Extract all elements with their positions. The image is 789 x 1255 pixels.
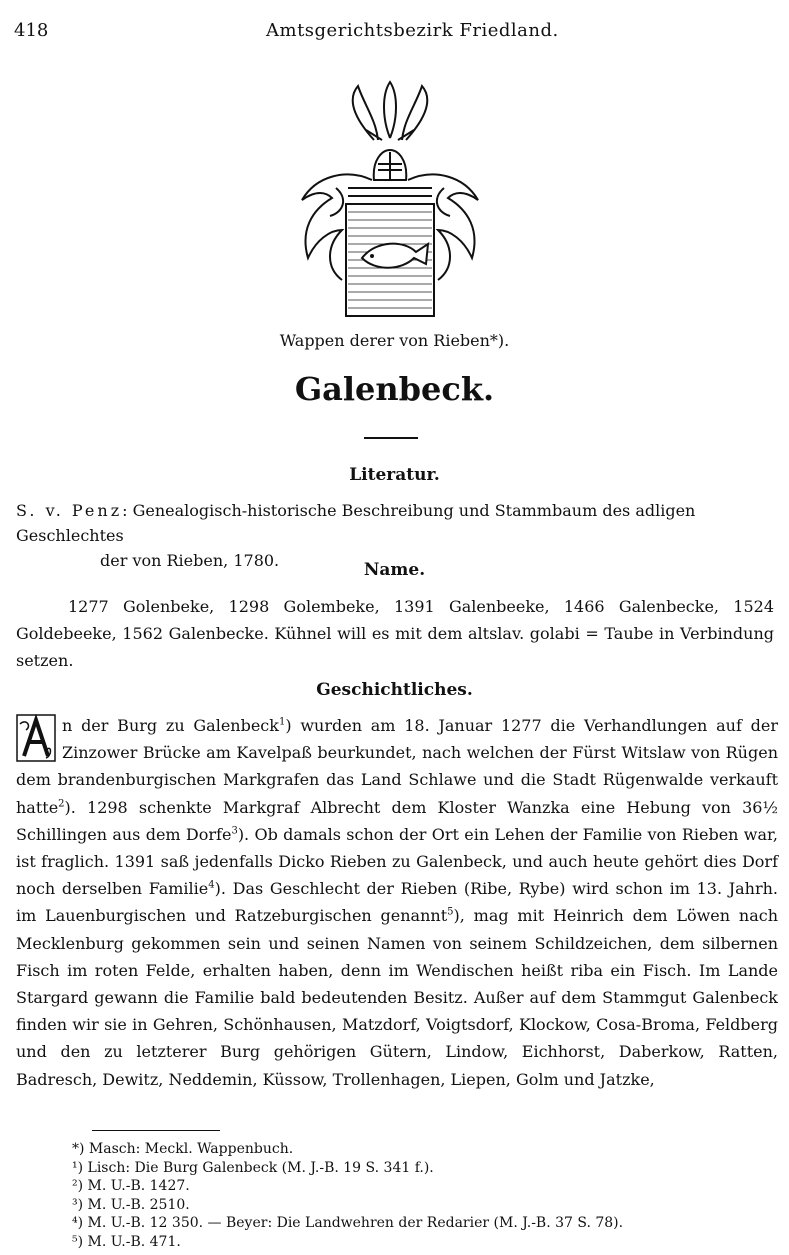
history-text-2: ) wurden am 18. Januar 1277 die Verhandlungen auf der Zinzower Brücke am Kavelpaß beurkundet, nach welchen der Fürst Witslaw von Rügen dem brandenburgischen Markgrafen das Land Schlawe und die Stadt Rügenwalde verkauft hatte: [16, 716, 778, 817]
history-text-1: n der Burg zu Galenbeck: [62, 716, 279, 735]
footnote-ref-5: 5: [447, 907, 454, 919]
heading-geschichtliches: Geschichtliches.: [316, 680, 473, 700]
crest-caption: Wappen derer von Rieben*).: [279, 331, 510, 350]
history-text-5: ). Das Geschlecht der Rieben (Ribe, Rybe) wird schon im 13. Jahrh. im Lauenburgischen und Ratzeburgischen genannt: [16, 879, 779, 926]
decorative-initial-a-icon: [16, 714, 56, 762]
heading-name: Name.: [363, 560, 426, 580]
history-paragraph: [16, 712, 778, 1093]
footnote-ref-4: 4: [208, 879, 215, 891]
name-paragraph: 1277 Golenbeke, 1298 Golembeke, 1391 Galenbeeke, 1466 Galenbecke, 1524 Goldebeeke, 1562 Galenbecke. Kühnel will es mit dem altslav. golabi = Taube in Verbindung setzen.: [16, 597, 774, 671]
running-title: Amtsgerichtsbezirk Friedland.: [266, 20, 559, 41]
title-divider: [364, 437, 418, 439]
literatur-line1: : Genealogisch-historische Beschreibung und Stammbaum des adligen Geschlechtes: [16, 501, 696, 545]
footnote: ²) M. U.-B. 1427.: [72, 1178, 190, 1194]
page-number: 418: [14, 20, 49, 41]
footnote-ref-1: 1: [278, 716, 286, 728]
page-title: Galenbeck.: [294, 370, 495, 408]
footnotes: [72, 1140, 772, 1251]
footnote-ref-3: 3: [231, 825, 238, 837]
heading-literatur: Literatur.: [349, 465, 440, 485]
history-text-3: ). 1298 schenkte Markgraf Albrecht dem Kloster Wanzka eine Hebung von 36½ Schillingen aus dem Dorfe: [16, 797, 778, 844]
footnote: ³) M. U.-B. 2510.: [72, 1196, 190, 1213]
footnote: *) Masch: Meckl. Wappenbuch.: [72, 1141, 294, 1157]
literatur-line2: der von Rieben, 1780.: [100, 551, 280, 570]
history-text-6: ), mag mit Heinrich dem Löwen nach Mecklenburg gekommen sein und seinen Namen von seinem Schildzeichen, dem silbernen Fisch im roten Felde, erhalten haben, denn im Wendischen heißt riba ein Fisch. Im Lande Stargard gewann die Familie bald bedeutenden Besitz. Außer auf dem Stammgut Galenbeck finden wir sie in Gehren, Schönhausen, Matzdorf, Voigtsdorf, Klockow, Cosa-Broma, Feldberg und den zu letzterer Burg gehörigen Gütern, Lindow, Eichhorst, Daberkow, Ratten, Badresch, Dewitz, Neddemin, Küssow, Trollenhagen, Liepen, Golm und Jatzke,: [16, 906, 779, 1089]
literatur-author: S. v. Penz: [16, 501, 123, 520]
coat-of-arms-image: [286, 80, 494, 320]
history-text-4: ). Ob damals schon der Ort ein Lehen der Familie von Rieben war, ist fraglich. 1391 saß jedenfalls Dicko Rieben zu Galenbeck, und auch heute gehört dies Dorf noch derselben Familie: [16, 824, 778, 899]
footnote: ⁴) M. U.-B. 12 350. — Beyer: Die Landwehren der Redarier (M. J.-B. 37 S. 78).: [72, 1215, 624, 1231]
footnote: ¹) Lisch: Die Burg Galenbeck (M. J.-B. 19 S. 341 f.).: [72, 1159, 434, 1176]
footnote: ⁵) M. U.-B. 471.: [72, 1233, 181, 1250]
footnote-divider: [92, 1130, 220, 1131]
footnote-ref-2: 2: [58, 798, 65, 810]
